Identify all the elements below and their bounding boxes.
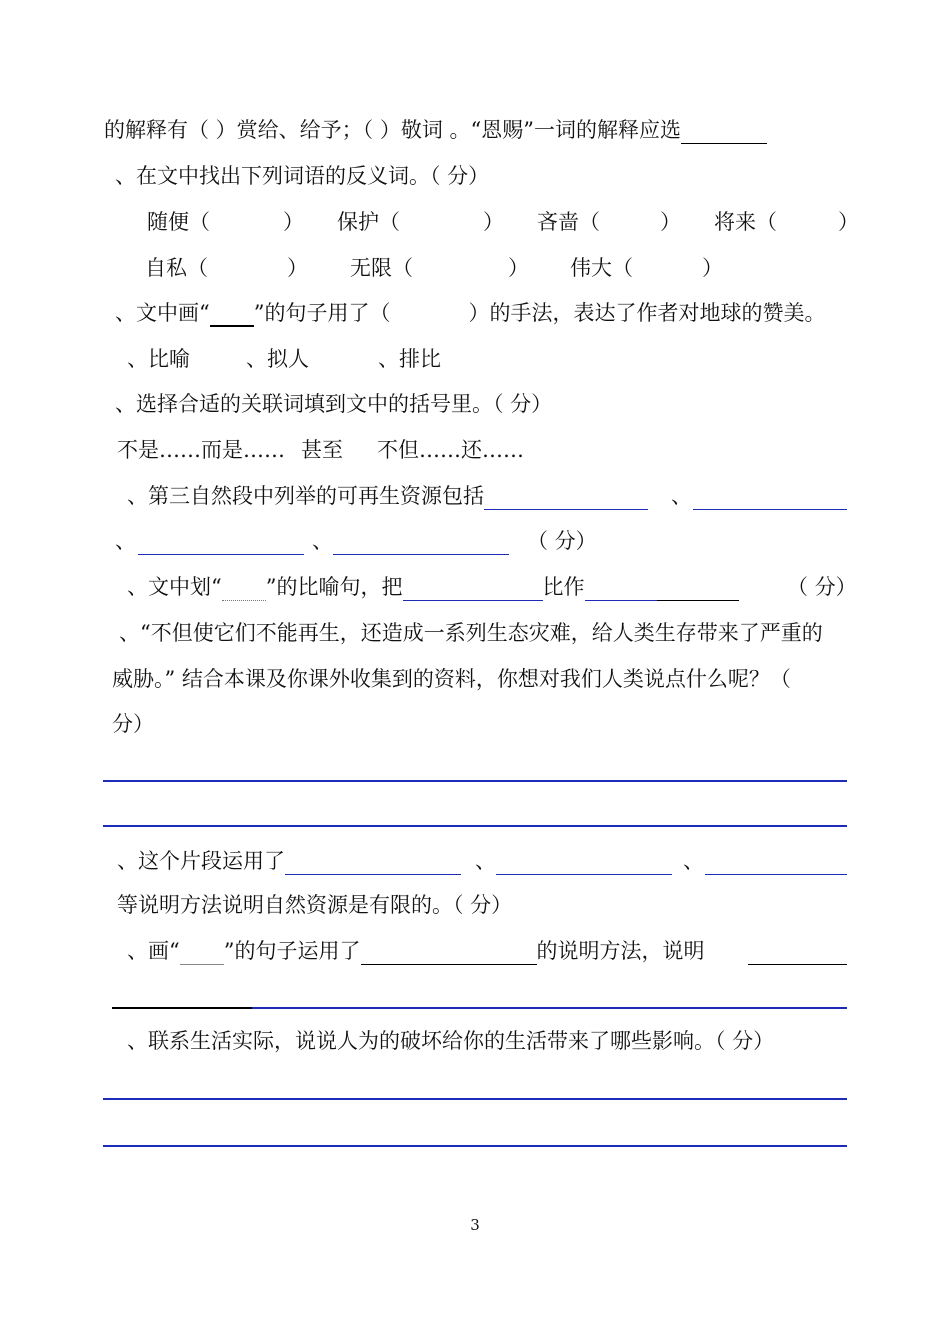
explain-blank-2-wrap (748, 937, 847, 965)
method-blank-3[interactable] (705, 852, 847, 875)
answer-line[interactable] (103, 825, 847, 827)
meaning-question: 的解释有（ ）赏给、给予；（ ）敬词 。“恩赐”一词的解释应选 (104, 116, 767, 144)
method-blank-1[interactable] (285, 852, 461, 875)
antonym-close: ） (508, 256, 529, 280)
metaphor-blank-2a[interactable] (585, 578, 657, 601)
antonym-close: ） (702, 256, 723, 280)
life-question: 、联系生活实际，说说人为的破坏给你的生活带来了哪些影响。（ 分） (127, 1029, 775, 1053)
antonym-word[interactable]: 无限（ (350, 256, 413, 280)
connective-word: 不是……而是…… (117, 438, 285, 462)
method-blank-2[interactable] (496, 852, 672, 875)
option-metaphor[interactable]: 、比喻 (127, 347, 190, 371)
resource-blank-2-wrap (693, 482, 847, 510)
antonym-word[interactable]: 吝啬（ (537, 210, 600, 234)
option-personification[interactable]: 、拟人 (246, 347, 309, 371)
antonym-close: ） (660, 210, 681, 234)
explain-question: 、画“ ”的句子运用了 的说明方法，说明 (127, 939, 705, 963)
quote-line-1: 、“不但使它们不能再生，还造成一系列生态灾难，给人类生存带来了严重的 (119, 621, 823, 645)
resource-blank-4[interactable] (333, 532, 509, 555)
connective-word: 不但……还…… (377, 438, 524, 462)
score-label: （ 分） (787, 575, 857, 599)
quote-line-2: 威胁。” 结合本课及你课外收集到的资料，你想对我们人类说点什么呢？（ (112, 667, 791, 691)
methods-question: 、这个片段运用了 (117, 847, 461, 875)
underline-sample (180, 942, 224, 965)
method-blank-2-wrap (496, 847, 672, 875)
metaphor-blank-2b[interactable] (657, 578, 739, 601)
explain-answer-line-blue[interactable] (252, 1007, 847, 1009)
quote-line-3: 分） (112, 712, 154, 736)
explain-blank-2[interactable] (748, 942, 847, 965)
separator: 、 (475, 849, 496, 873)
resource-blank-2[interactable] (693, 487, 847, 510)
technique-question: 、文中画“ ”的句子用了（ ）的手法，表达了作者对地球的赞美。 (115, 301, 826, 325)
resources-line-2: 、 (115, 527, 304, 555)
separator: 、 (671, 484, 692, 508)
explain-blank-1[interactable] (361, 942, 537, 965)
score-label: （ 分） (527, 529, 597, 553)
meaning-answer-blank[interactable] (681, 121, 767, 144)
resources-question: 、第三自然段中列举的可再生资源包括 (127, 482, 648, 510)
separator: 、 (683, 849, 704, 873)
metaphor-blank-1[interactable] (403, 578, 543, 601)
methods-line-2: 等说明方法说明自然资源是有限的。（ 分） (117, 893, 513, 917)
dotted-underline-sample (222, 578, 266, 601)
antonym-word[interactable]: 保护（ (337, 210, 400, 234)
antonym-question: 、在文中找出下列词语的反义词。（ 分） (115, 164, 490, 188)
antonym-close: ） (283, 210, 304, 234)
antonym-close: ） (287, 256, 308, 280)
explain-answer-line-black[interactable] (112, 1007, 252, 1009)
antonym-word[interactable]: 将来（ (714, 210, 777, 234)
antonym-word[interactable]: 随便（ (147, 210, 210, 234)
answer-line[interactable] (103, 780, 847, 782)
connective-word: 甚至 (301, 438, 343, 462)
answer-line[interactable] (103, 1145, 847, 1147)
resource-blank-1[interactable] (484, 487, 648, 510)
antonym-close: ） (483, 210, 504, 234)
underline-sample (210, 303, 254, 327)
antonym-word[interactable]: 伟大（ (570, 256, 633, 280)
antonym-close: ） (838, 210, 859, 234)
connective-question: 、选择合适的关联词填到文中的括号里。（ 分） (115, 392, 553, 416)
antonym-word[interactable]: 自私（ (145, 256, 208, 280)
resources-line-2b: 、 (312, 527, 509, 555)
option-parallelism[interactable]: 、排比 (378, 347, 441, 371)
page-number: 3 (470, 1216, 480, 1234)
resource-blank-3[interactable] (138, 532, 304, 555)
metaphor-question: 、文中划“ ”的比喻句，把 比作 (127, 573, 739, 601)
method-blank-3-wrap (705, 847, 847, 875)
answer-line[interactable] (103, 1098, 847, 1100)
